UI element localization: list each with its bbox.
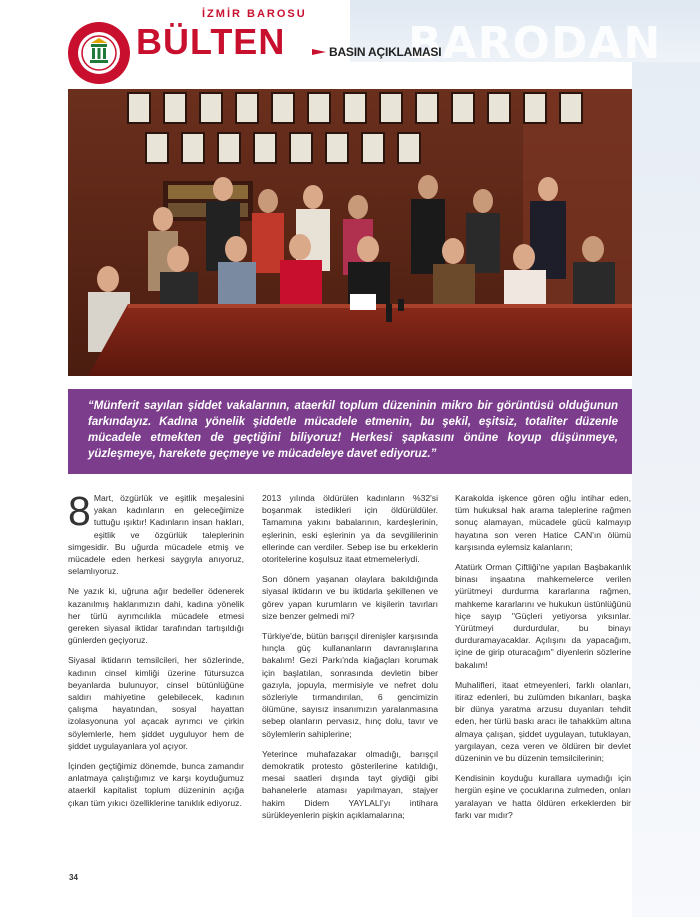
article-paragraph: Son dönem yaşanan olaylara bakıldığında siyasal iktidarın ve bu iktidarla şekillenen ve görev yapan kurumların ve kişilerin tavırları size benzer gelmedi mi? xyxy=(262,574,438,621)
paragraph-text: Mart, özgürlük ve eşitlik meşalesini yakan kadınların en geleceğimize tuttuğu ışıktır! Kadınların insan hakları, eşitlik ve özgürlük taleplerinin simgesidir. Bu uğurda mücadele etmiş ve mücadele eden herkesi saygıyla anıyoruz, selamlıyoruz. xyxy=(68,493,244,577)
bulletin-logo: BÜLTEN xyxy=(136,21,286,62)
article-paragraph: Atatürk Orman Çiftliği'ne yapılan Başbakanlık binası inşaatına mahkemelerce verilen yürütmeyi durdurma kararlarına rağmen, mahkeme kararlarını ve hukukun üstünlüğünü hiçe sayıp "Güçleri yetiyorsa yıksınlar. Yürütmeyi durdurdular, bu binayı durduramayacaklar. Açılışını da yapacağım, içine de girip oturacağım" diyenlerin sözlerine bakalım! xyxy=(455,562,631,670)
side-strip xyxy=(632,62,700,917)
bar-association-seal-icon xyxy=(67,21,131,85)
article-paragraph: 2013 yılında öldürülen kadınların %32'si boşanmak istedikleri için öldürüldüler. Tamamına yakını babalarının, kardeşlerinin, eşlerinin, eski eşlerinin ya da sevgililerinin ellerinde can verdiler. Sebep ise bu erkeklerin otoritelerine koşulsuz itaat etmemeleriydi. xyxy=(262,493,438,565)
article-paragraph: Türkiye'de, bütün barışçıl direnişler karşısında hınçla güç kullananların davranışlarına bakalım! Gezi Parkı'nda kiağaçları korumak için başlatılan, sonrasında devletin biber gazıyla, jopuyla, mermisiyle ve nefret dolu sözleriyle tırmandırılan, 6 gencimizin ölümüne, sayısız insanımızın yaralanmasına sebep olanların pervasız, hınç dolu, tavır ve söylemlerin sahiplerine; xyxy=(262,631,438,739)
article-paragraph xyxy=(68,488,244,577)
section-watermark: BARODAN xyxy=(408,18,662,69)
page-number: 34 xyxy=(69,873,78,882)
article-paragraph: Siyasal iktidarın temsilcileri, her sözlerinde, kadının cinsel kimliği üzerine fütursuzca beyanlarda bulunuyor, cinsel bütünlüğüne saldırı mahiyetine gelebilecek, kadının çalışma hayatından, sosyal hayattan izolasyonuna yol açacak ayrımcı ve çirkin söylemlerle, hem şiddet uyguluyor hem de şiddet uygulayanlara yol açıyor. xyxy=(68,655,244,751)
article-column-3 xyxy=(455,492,631,829)
organization-name: İZMİR BAROSU xyxy=(202,8,307,20)
pull-quote xyxy=(68,389,632,474)
article-column-2 xyxy=(262,492,438,829)
section-arrow-icon xyxy=(312,49,326,55)
press-conference-photo xyxy=(68,89,632,376)
article-paragraph: İçinden geçtiğimiz dönemde, bunca zamandır anlatmaya çalıştığımız ve karşı koyduğumuz ataerkil kapitalist toplum düzeninin açığa çıkan tüm yıkıcı özelliklerine tanıklık ediyoruz. xyxy=(68,761,244,808)
article-paragraph: Ne yazık ki, uğruna ağır bedeller ödenerek kazanılmış haklarımızın dahi, kadına yönelik her türlü ayrımcılıkla mücadele etmesi gereken siyasal iktidar tarafından tartışıldığı günlerden geçiyoruz. xyxy=(68,586,244,646)
article-paragraph: Kendisinin koyduğu kurallara uymadığı için hergün eşine ve çocuklarına zulmeden, onları yaralayan ve hatta öldüren erkeklerden bir farkı var mıdır? xyxy=(455,773,631,820)
drop-cap: 8 xyxy=(68,488,91,534)
article-paragraph: Yeterince muhafazakar olmadığı, barışçıl demokratik protesto gösterilerine katıldığı, mesai saatleri dışında tayt giydiği gibi bahanelerle ataması yapılmayan, stajyer hakim Didem YAYLALI'yı intihara sürükleyenlerin pişkin açıklamalarına; xyxy=(262,748,438,820)
article-paragraph: Muhalifleri, itaat etmeyenleri, farklı olanları, itiraz edenleri, bu zulümden bıkanları, başka bir dünya yaratma arzusu duyanları tehdit eden, her türlü baskı aracı ile tahakküm altına almaya çalışan, şiddet uygulayan, tutuklayan, yargılayan, ceza veren ve öldüren bir devlet düzeninin ve bu düzenin temsilcilerinin; xyxy=(455,679,631,764)
section-title: BASIN AÇIKLAMASI xyxy=(329,45,442,59)
article-column-1 xyxy=(68,488,244,817)
pull-quote-text: “Münferit sayılan şiddet vakalarının, ataerkil toplum düzeninin mikro bir görüntüsü olduğunun farkındayız. Kadına yönelik şiddetle mücadele etmenin, bu şekil, eşitsiz, totaliter düzenle mücadele etmekten de geçtiğini biliyoruz! Herkesi şapkasını önüne koyup düşünmeye, yüzleşmeye, harekete geçmeye ve mücadeleye davet ediyoruz.” xyxy=(88,400,618,460)
photo-illustration xyxy=(68,89,632,376)
article-paragraph: Karakolda işkence gören oğlu intihar eden, tüm hukuksal hak arama taleplerine rağmen sonuç alamayan, mücadele gücü kalmayıp hayatına son veren Hatice CAN'ın ölümü karşısında eylemsiz kalanların; xyxy=(455,493,631,552)
